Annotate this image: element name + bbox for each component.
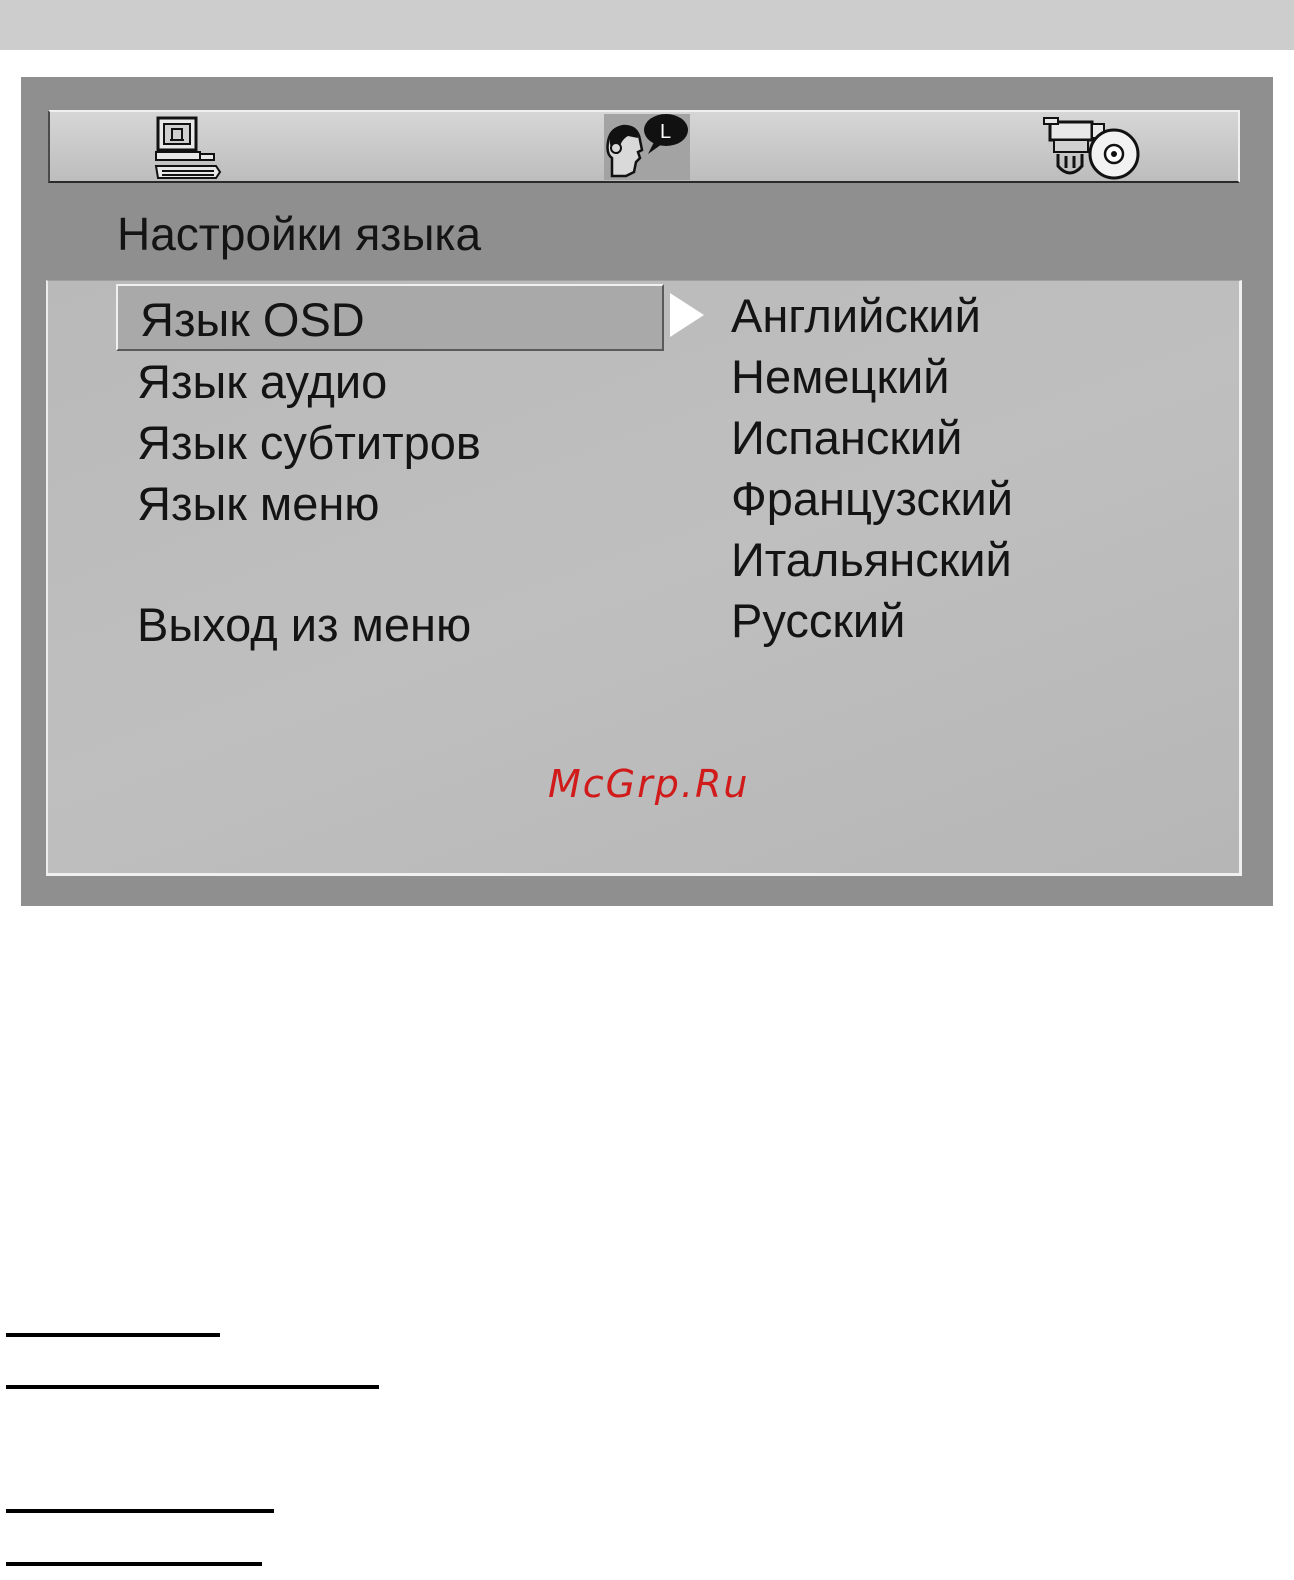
menu-item-subtitle-language[interactable]: Язык субтитров	[137, 416, 481, 469]
section-divider	[6, 1562, 262, 1566]
language-speaker-icon[interactable]	[604, 114, 690, 180]
watermark: McGrp.Ru	[548, 762, 750, 806]
selection-arrow-icon	[670, 293, 704, 337]
section-divider	[6, 1385, 379, 1389]
section-divider	[6, 1333, 220, 1337]
option-russian[interactable]: Русский	[731, 594, 906, 647]
menu-item-osd-language[interactable]	[116, 284, 664, 351]
menu-item-exit[interactable]: Выход из меню	[137, 598, 472, 651]
menu-item-label: Язык OSD	[140, 293, 365, 346]
option-english[interactable]: Английский	[731, 289, 981, 342]
section-divider	[6, 1509, 274, 1513]
top-header-strip	[0, 0, 1294, 50]
computer-icon[interactable]	[154, 116, 224, 182]
menu-item-menu-language[interactable]: Язык меню	[137, 477, 380, 530]
option-french[interactable]: Французский	[731, 472, 1013, 525]
video-camera-disc-icon[interactable]	[1040, 116, 1140, 182]
option-german[interactable]: Немецкий	[731, 350, 950, 403]
osd-tab-bar	[48, 110, 1240, 183]
language-badge-letter: L	[660, 121, 672, 143]
option-italian[interactable]: Итальянский	[731, 533, 1012, 586]
option-spanish[interactable]: Испанский	[731, 411, 963, 464]
menu-item-audio-language[interactable]: Язык аудио	[137, 355, 388, 408]
page-title: Настройки языка	[117, 208, 482, 260]
